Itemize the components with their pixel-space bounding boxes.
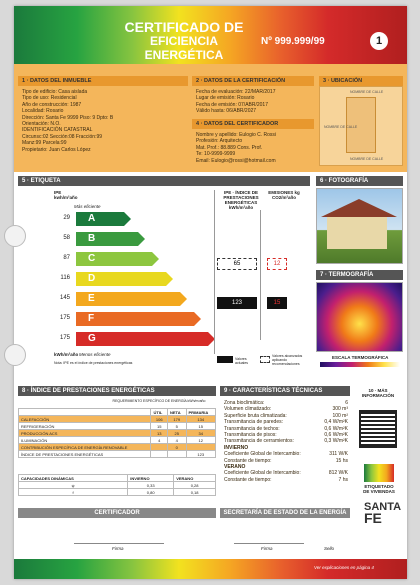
inmueble-line: Dirección: Santa Fe 9999 Piso: 9 Dpto: B (22, 114, 114, 121)
table-row (19, 482, 216, 489)
technical-characteristics (224, 400, 348, 483)
index-cell: 15 (151, 423, 168, 430)
energy-class-b: B (76, 232, 138, 246)
ipe-column-header: IPE · ÍNDICE DE PRESTACIONES ENERGÉTICAS kWh/m²año (223, 190, 259, 210)
table-row (19, 409, 216, 416)
legend-reference-label: Valores alcanzados aplicando recomendaciones (272, 354, 303, 366)
index-cell: 4 (167, 437, 186, 444)
dynamic-header-cell: CAPACIDADES DINÁMICAS (19, 475, 128, 482)
section-foto-heading: 6 · FOTOGRAFÍA (316, 176, 403, 186)
index-header-cell: PRIMARIA (186, 409, 215, 416)
class-threshold-value: 175 (59, 335, 70, 341)
class-threshold-value: 29 (63, 215, 70, 221)
inmueble-line: Localidad: Rosario (22, 108, 64, 115)
dynamic-cell: f (19, 489, 128, 496)
index-cell: 179 (167, 416, 186, 423)
technical-label: Volumen climatizado: (224, 406, 272, 413)
actual-emissions-marker: 15 (267, 297, 287, 309)
inmueble-line: Manz:99 Parcela:99 (22, 140, 67, 147)
title-line-1: CERTIFICADO DE (124, 19, 244, 35)
index-cell: 34 (186, 430, 215, 437)
street-label-left: NOMBRE DE CALLE (324, 125, 358, 129)
technical-value: 300 m³ (332, 406, 348, 413)
signature-line-1 (74, 543, 164, 544)
inmueble-line: Tipo de edificio: Casa aislada (22, 89, 88, 95)
certificador-footer-heading: CERTIFICADOR (18, 508, 216, 518)
less-efficient-label: Menos eficiente (79, 352, 111, 357)
technical-label: Transmitancia de cerramientos: (224, 438, 294, 445)
section-termo-heading: 7 · TERMOGRAFÍA (316, 270, 403, 280)
table-row (19, 423, 216, 430)
technical-label: VERANO (224, 464, 246, 471)
index-cell: 25 (167, 430, 186, 437)
label-note: Nota: IPE es el índice de prestaciones energéticas (54, 361, 133, 365)
technical-value: 7 hs (338, 476, 348, 483)
technical-value: 100 m² (332, 412, 348, 419)
qr-code[interactable] (359, 410, 397, 448)
energy-class-f: F (76, 312, 194, 326)
legend-actual-label: Valores actuales (235, 357, 249, 365)
index-cell (186, 444, 215, 451)
section-ubicacion-heading: 3 · UBICACIÓN (319, 76, 403, 86)
dynamic-cell: 0,28 (174, 482, 216, 489)
technical-value: 0,3 W/m²K (324, 438, 348, 445)
index-cell: 123 (186, 451, 215, 458)
logo-line-1: ETIQUETADO (364, 484, 394, 489)
sello-label: Sello (324, 546, 335, 551)
index-cell (167, 451, 186, 458)
technical-label: INVIERNO (224, 444, 249, 451)
dynamic-header-cell: INVIERNO (128, 475, 174, 482)
technical-label: Constante de tiempo: (224, 476, 272, 483)
reference-ipe-marker: 65 (217, 258, 257, 270)
dynamic-cell: 0,80 (128, 489, 174, 496)
more-info-heading: 10 · MÁS INFORMACIÓN (361, 388, 395, 398)
rating-columns (214, 190, 304, 354)
binder-hole-bottom (4, 344, 26, 366)
table-row (19, 416, 216, 423)
logo-text (358, 484, 400, 494)
unit-label: kWh/m²año (54, 352, 79, 357)
technical-value: 812 W/K (328, 470, 348, 477)
index-cell: 0 (167, 444, 186, 451)
inmueble-line: Año de construcción: 1987 (22, 101, 82, 108)
certificador-line: Profesión: Arquitecto (196, 138, 243, 145)
thermo-scale-label: ESCALA TERMOGRÁFICA (332, 355, 389, 360)
house-roof (321, 199, 397, 217)
index-cell: 13 (151, 430, 168, 437)
brand-line-2: FE (364, 510, 382, 526)
technical-label: Transmitancia de pisos: (224, 432, 277, 439)
index-cell: 4 (151, 437, 168, 444)
index-cell: ÍNDICE DE PRESTACIONES ENERGÉTICAS (19, 451, 151, 458)
energy-class-a: A (76, 212, 124, 226)
class-threshold-value: 175 (59, 315, 70, 321)
inmueble-line: Circunsc:02 Sección:08 Fracción:99 (22, 133, 103, 140)
energy-class-d: D (76, 272, 166, 286)
reference-emissions-marker: 12 (267, 258, 287, 270)
inmueble-line: IDENTIFICACIÓN CATASTRAL (22, 127, 93, 134)
technical-label: Superficie bruta climatizada: (224, 412, 287, 419)
index-cell: 12 (186, 437, 215, 444)
index-header-cell (19, 409, 151, 416)
energy-class-c: C (76, 252, 152, 266)
santa-fe-logo (364, 502, 401, 524)
index-header-cell: NETA (167, 409, 186, 416)
certificador-line: Te: 10-9999-9999 (196, 151, 236, 158)
technical-label: Transmitancia de paredes: (224, 419, 284, 426)
page-number-badge: 1 (370, 32, 388, 50)
class-threshold-value: 116 (60, 275, 70, 281)
location-map (319, 86, 403, 166)
header-banner (14, 6, 407, 64)
legend-reference-swatch (260, 356, 270, 363)
technical-label: Coeficiente Global de Intercambio: (224, 470, 301, 477)
section-indice-heading: 8 · ÍNDICE DE PRESTACIONES ENERGÉTICAS (18, 386, 216, 396)
index-cell: ILUMINACIÓN (19, 437, 151, 444)
column-divider (260, 210, 261, 340)
technical-label: Zona bioclimática: (224, 400, 265, 406)
firma-label-2: Firma (261, 546, 273, 551)
label-logo (364, 464, 394, 482)
inmueble-line: Orientación: N.O. (22, 121, 61, 128)
table-row (19, 475, 216, 482)
inmueble-details (22, 89, 113, 153)
certificate-number: Nº 999.999/99 (261, 36, 325, 47)
index-cell: 5 (167, 423, 186, 430)
street-label-bottom: NOMBRE DE CALLE (350, 157, 384, 161)
index-header-cell: ÚTIL (151, 409, 168, 416)
dynamic-capacity-table (18, 474, 216, 496)
signature-line-2 (234, 543, 304, 544)
section-inmueble-heading: 1 · DATOS DEL INMUEBLE (18, 76, 188, 86)
energy-class-g: G (76, 332, 208, 346)
actual-ipe-marker: 123 (217, 297, 257, 309)
see-explanations-link[interactable]: Ver explicaciones en página 4 (314, 565, 374, 570)
certificacion-line: Fecha de emisión: 07/ABR/2017 (196, 101, 268, 108)
energy-class-e: E (76, 292, 180, 306)
index-cell: CONTRIBUCIÓN ESPECÍFICA DE ENERGÍA RENOVABLE (19, 444, 151, 451)
dynamic-cell: 0,33 (128, 482, 174, 489)
technical-label: Transmitancia de techos: (224, 425, 280, 432)
inmueble-line: Propietario: Juan Carlos López (22, 146, 91, 153)
index-cell (151, 444, 168, 451)
brand-line-1: SANTA (364, 501, 402, 513)
dynamic-header-cell: VERANO (174, 475, 216, 482)
table-row (19, 451, 216, 458)
house-photo (316, 188, 403, 264)
class-threshold-value: 87 (63, 255, 70, 261)
class-threshold-value: 145 (59, 295, 70, 301)
certificacion-line: Fecha de evaluación: 22/MAR/2017 (196, 89, 276, 95)
secretaria-footer-heading: SECRETARÍA DE ESTADO DE LA ENERGÍA (220, 508, 350, 518)
technical-label: Coeficiente Global de Intercambio: (224, 451, 301, 458)
thermo-scale-bar (320, 362, 400, 367)
technical-value: 6 (345, 400, 348, 406)
table-row (19, 444, 216, 451)
certificate-title (114, 20, 254, 62)
index-cell: PRODUCCIÓN ACS (19, 430, 151, 437)
certificador-line: Mat. Prof.: 88.889 Cons. Prof. (196, 144, 263, 151)
index-cell: 15 (186, 423, 215, 430)
section-certificacion-heading: 2 · DATOS DE LA CERTIFICACIÓN (192, 76, 314, 86)
technical-label: Constante de tiempo: (224, 457, 272, 464)
requirement-subheader: REQUERIMIENTO ESPECÍFICO DE ENERGÍA kWh/m²año (112, 399, 206, 403)
inmueble-line: Tipo de uso: Residencial (22, 95, 77, 102)
table-row (19, 489, 216, 496)
index-cell: 106 (151, 416, 168, 423)
energy-index-table (18, 408, 216, 458)
technical-value: 15 hs (335, 457, 348, 464)
certificacion-details (196, 89, 276, 115)
technical-value: 0,4 W/m²K (324, 419, 348, 426)
certificador-line: Email: Eulogio@rossi@hotmail.com (196, 157, 276, 164)
index-cell: REFRIGERACIÓN (19, 423, 151, 430)
dynamic-cell: ψ (19, 482, 128, 489)
technical-value: 311 W/K (329, 451, 348, 458)
ipe-axis-label: IPE kwh/m²año (54, 190, 78, 200)
logo-line-2: DE VIVIENDAS (363, 489, 395, 494)
title-line-2: EFICIENCIA ENERGÉTICA (144, 34, 224, 62)
more-efficient-label: Más eficiente (74, 204, 101, 209)
certificacion-line: Válido hasta: 06/ABR/2027 (196, 108, 257, 115)
section-tecnicas-heading: 9 · CARACTERÍSTICAS TÉCNICAS (220, 386, 350, 396)
dynamic-cell: 0,18 (174, 489, 216, 496)
section-etiqueta-heading: 5 · ETIQUETA (18, 176, 310, 186)
class-threshold-value: 58 (63, 235, 70, 241)
table-row (19, 437, 216, 444)
certificacion-line: Lugar de emisión: Rosario (196, 95, 255, 102)
firma-label-1: Firma (112, 546, 124, 551)
house-wall (327, 215, 387, 249)
street-label-top: NOMBRE DE CALLE (350, 90, 384, 94)
thermography-image (316, 282, 403, 352)
index-cell: 134 (186, 416, 215, 423)
technical-row (224, 477, 348, 483)
certificate-page (14, 6, 407, 579)
index-cell (151, 451, 168, 458)
section-certificador-heading: 4 · DATOS DEL CERTIFICADOR (192, 119, 314, 129)
binder-hole-top (4, 225, 26, 247)
certificador-details (196, 132, 276, 164)
index-cell: CALEFACCIÓN (19, 416, 151, 423)
certificador-line: Nombre y apellido: Eulogio C. Rossi (196, 132, 277, 138)
table-row (19, 430, 216, 437)
emissions-column-header: EMISIONES kg CO2/m²año (268, 190, 300, 200)
legend-actual-swatch (217, 356, 233, 363)
technical-value: 0,6 W/m²K (324, 425, 348, 432)
technical-value: 0,6 W/m²K (324, 432, 348, 439)
